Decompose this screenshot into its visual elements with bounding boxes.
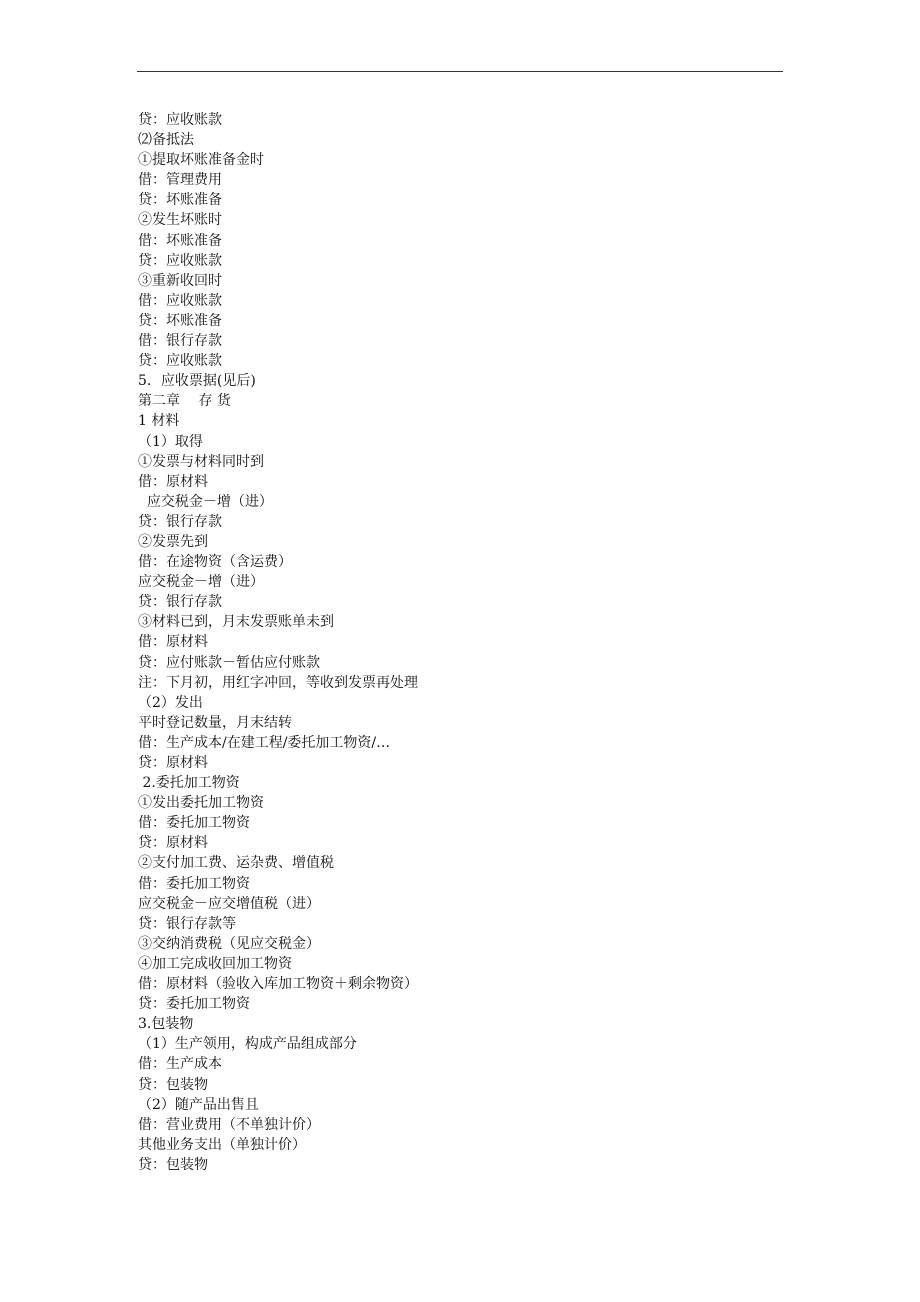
text-line: 借：坏账准备 [138,232,222,249]
text-line: 借：原材料 [138,634,208,651]
text-line: 借：在途物资（含运费） [138,554,292,571]
text-line: 平时登记数量，月末结转 [138,714,292,731]
text-line: 借：委托加工物资 [138,875,250,892]
text-line: 应交税金－应交增值税（进） [138,895,320,912]
text-line: 借：生产成本 [138,1056,222,1073]
text-line: 借：应收账款 [138,292,222,309]
text-line: 贷：银行存款 [138,513,222,530]
text-line: 贷：包装物 [138,1076,208,1093]
chapter-heading: 第二章 存 货 [138,393,231,410]
text-line: 贷：银行存款 [138,594,222,611]
text-line: 贷：坏账准备 [138,312,222,329]
section-heading: 3.包装物 [138,1016,194,1033]
text-line: 贷：应收账款 [138,112,222,128]
text-line: ①提取坏账准备金时 [138,152,264,169]
text-line: 贷：银行存款等 [138,915,236,932]
text-line: （1）生产领用，构成产品组成部分 [138,1036,357,1053]
text-line: 贷：坏账准备 [138,192,222,209]
text-line: 应交税金－增（进） [138,574,264,591]
text-line: 贷：应收账款 [138,252,222,269]
text-line: 借：生产成本/在建工程/委托加工物资/… [138,734,391,751]
text-line: ④加工完成收回加工物资 [138,955,292,972]
text-line: 贷：委托加工物资 [138,996,250,1013]
text-line: 借：原材料 [138,473,208,490]
text-line: 其他业务支出（单独计价） [138,1136,306,1153]
text-line: 贷：应收账款 [138,353,222,370]
text-line: 借：原材料（验收入库加工物资＋剩余物资） [138,976,418,993]
text-line: ②支付加工费、运杂费、增值税 [138,855,334,872]
text-line: 贷：原材料 [138,835,208,852]
text-line: 贷：应付账款－暂估应付账款 [138,654,320,671]
text-line: 借：管理费用 [138,172,222,189]
text-line: 贷：包装物 [138,1156,208,1173]
section-heading: 5．应收票据(见后) [138,373,256,390]
text-line: 借：委托加工物资 [138,815,250,832]
text-line: ⑵备抵法 [138,132,194,149]
text-line: （1）取得 [138,433,203,450]
document-body [138,110,418,1175]
text-line: 借：银行存款 [138,333,222,350]
header-rule [137,71,783,72]
text-line: ③材料已到，月末发票账单未到 [138,614,334,631]
text-line: ①发出委托加工物资 [138,795,264,812]
text-line: 应交税金－增（进） [138,493,273,510]
section-heading: 2.委托加工物资 [138,775,240,792]
text-line: ③交纳消费税（见应交税金） [138,935,320,952]
text-line: ①发票与材料同时到 [138,453,264,470]
text-line: （2）发出 [138,694,203,711]
text-line: ②发生坏账时 [138,212,222,229]
section-heading: 1 材料 [138,413,180,430]
text-line: ③重新收回时 [138,272,222,289]
text-line: ②发票先到 [138,533,208,550]
text-line: 贷：原材料 [138,755,208,771]
text-line: （2）随产品出售且 [138,1096,259,1113]
text-line: 注：下月初，用红字冲回，等收到发票再处理 [138,674,418,691]
text-line: 借：营业费用（不单独计价） [138,1116,320,1133]
